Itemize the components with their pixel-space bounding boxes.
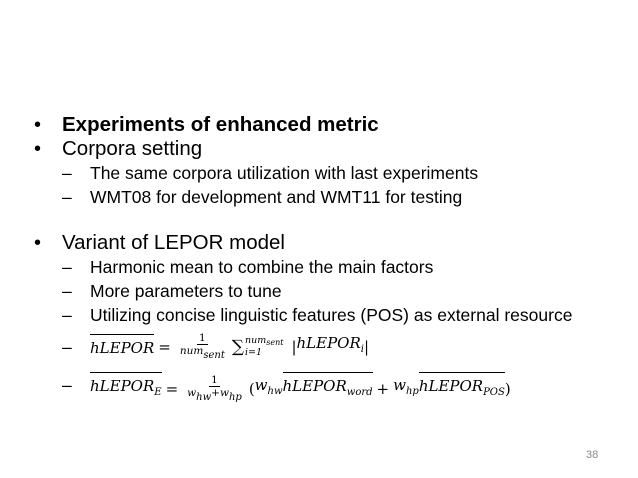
dash-glyph: – xyxy=(62,281,72,301)
hlepor-word-overline: hLEPOR$_{word}$ xyxy=(283,372,373,405)
term-hlepor-i: hLEPOR$_i$ xyxy=(296,334,364,355)
sub-bullet xyxy=(62,303,624,327)
dash-glyph: – xyxy=(62,375,72,395)
sum-limits xyxy=(245,336,283,358)
bullet-text: Experiments of enhanced metric xyxy=(62,113,379,136)
sub-bullet xyxy=(62,255,624,279)
dash-glyph: – xyxy=(62,187,72,207)
page-number: 38 xyxy=(586,449,599,461)
equals-sign: = xyxy=(165,379,179,398)
plus-sign: + xyxy=(376,379,390,398)
weight-hw: $w_{hw}$ xyxy=(254,376,283,397)
weight-hp: $w_{hp}$ xyxy=(393,376,419,397)
dash-glyph: – xyxy=(62,305,72,325)
formula-hlepor xyxy=(62,331,624,362)
paren-open: ( xyxy=(248,379,255,398)
sum-lower: i=1 xyxy=(244,346,263,358)
bullet-text: Corpora setting xyxy=(62,137,203,160)
abs-close: | xyxy=(363,337,370,356)
bullet-glyph: • xyxy=(34,114,42,136)
bullet-glyph: • xyxy=(34,138,42,160)
bullet-glyph: • xyxy=(34,232,42,254)
slide-content xyxy=(34,113,624,405)
sub-bullet-text: Utilizing concise linguistic features (POS) as external resource xyxy=(90,305,573,325)
fraction xyxy=(178,332,227,362)
fraction-numerator: 1 xyxy=(211,373,218,386)
fraction xyxy=(185,374,244,404)
bullet-variant xyxy=(34,231,624,255)
sub-bullet xyxy=(62,185,624,209)
equals-sign: = xyxy=(158,337,171,356)
hlepor-e-overline: hLEPOR$_E$ xyxy=(90,372,162,405)
bullet-experiments xyxy=(34,113,624,137)
fraction-denominator: whw+whp xyxy=(187,386,242,403)
math-expression xyxy=(90,331,369,362)
sub-bullet xyxy=(62,161,624,185)
dash-glyph: – xyxy=(62,257,72,277)
abs-open: | xyxy=(291,337,297,356)
sum-symbol: ∑ xyxy=(231,336,244,357)
hlepor-pos-overline: hLEPOR$_{POS}$ xyxy=(419,372,505,405)
formula-hlepor-e xyxy=(62,372,624,405)
dash-glyph: – xyxy=(62,336,72,357)
sub-bullet-text: More parameters to tune xyxy=(90,281,282,301)
bullet-text: Variant of LEPOR model xyxy=(62,231,285,254)
math-expression xyxy=(90,372,511,405)
sub-bullet-text: The same corpora utilization with last experiments xyxy=(90,163,479,183)
fraction-denominator: numsent xyxy=(179,344,225,361)
hlepor-overline: hLEPOR xyxy=(90,334,154,360)
sub-bullet xyxy=(62,279,624,303)
summation xyxy=(232,335,284,359)
bullet-corpora xyxy=(34,137,624,161)
sub-bullet-text: WMT08 for development and WMT11 for testing xyxy=(90,187,463,207)
sum-upper: num$_{sent}$ xyxy=(244,334,284,347)
paren-close: ) xyxy=(504,379,511,398)
fraction-numerator: 1 xyxy=(199,331,206,344)
sub-bullet-text: Harmonic mean to combine the main factors xyxy=(90,257,434,277)
dash-glyph: – xyxy=(62,163,72,183)
